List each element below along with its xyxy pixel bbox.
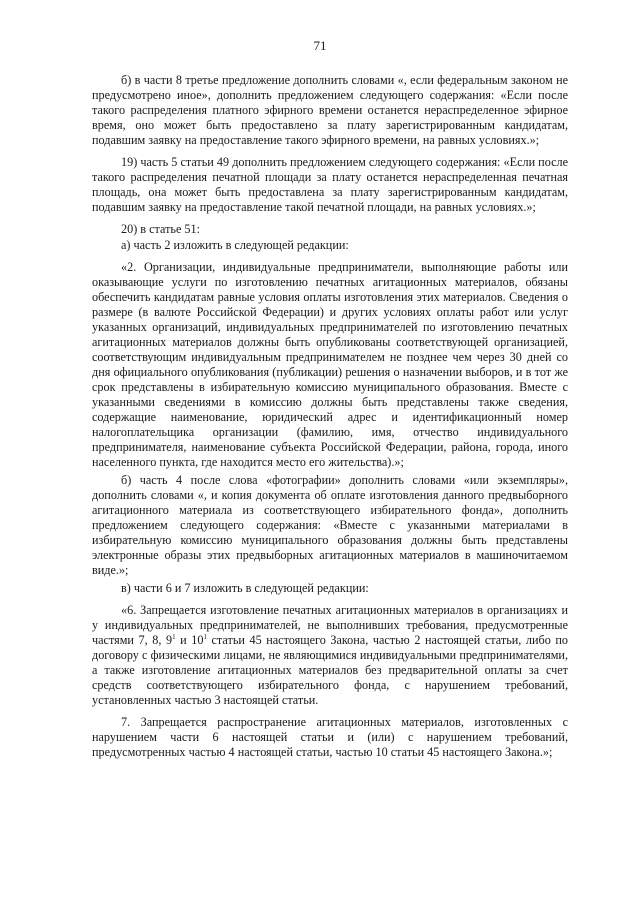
paragraph-part-7-text: 7. Запрещается распространение агитационных материалов, изготовленных с нарушением части 6 настоящей статьи и (или) с нарушением требований, предусмотренных частью 4 настоящей статьи, частью 10 статьи 45 настоящего Закона.»; (92, 715, 568, 759)
paragraph-b-part-8: б) в части 8 третье предложение дополнить словами «, если федеральным законом не предусмотрено иное», дополнить предложением следующего содержания: «Если после такого распределения платного эфирного времени останется нераспределенное эфирное время, оно может быть предоставлено за плату зарегистрированным кандидатам, подавшим заявку на предоставление такого эфирного времени, на равных условиях.»; (92, 73, 568, 147)
paragraph-20-article-51: 20) в статье 51: (121, 222, 200, 236)
document-body (92, 73, 568, 763)
part-6-text-end: статьи 45 настоящего Закона, частью 2 настоящей статьи, либо по договору с физическими лицами, не являющимися индивидуальными предпринимателями, а также изготовление агитационных материалов без предварительной оплаты за счет средств соответствующего избирательного фонда, с нарушением требований, установленных частью 3 настоящей статьи. (92, 633, 568, 707)
paragraph-a-part-2-heading: а) часть 2 изложить в следующей редакции: (121, 238, 349, 252)
paragraph-b-part-4: б) часть 4 после слова «фотографии» дополнить словами «или экземпляры», дополнить словами «, и копия документа об оплате изготовления данного предвыборного агитационного материала из соответствующего избирательного фонда», дополнить предложением следующего содержания: «Вместе с указанными материалами в избирательную комиссию муниципального образования должны быть представлены электронные образы этих предвыборных агитационных материалов в машиночитаемом виде.»; (92, 473, 568, 577)
part-6-text-start: «6. Запрещается изготовление печатных агитационных материалов в организациях и у индивидуальных предпринимателей, не выполнивших требования, предусмотренные частями 7, 8, 9 (92, 603, 568, 647)
page-number: 71 (313, 38, 327, 53)
part-6-text-between: и 10 (175, 633, 204, 647)
paragraph-19-article-49: 19) часть 5 статьи 49 дополнить предложением следующего содержания: «Если после такого распределения печатной площади за плату останется нераспределенная печатная площадь, она может быть предоставлена за плату зарегистрированным кандидатам, подавшим заявку на предоставление такой печатной площади, на равных условиях.»; (92, 155, 568, 214)
superscript-9-1: 1 (172, 633, 176, 641)
paragraph-v-parts-6-7-heading: в) части 6 и 7 изложить в следующей редакции: (121, 581, 369, 595)
paragraph-part-2-text: «2. Организации, индивидуальные предприниматели, выполняющие работы или оказывающие услуги по изготовлению печатных агитационных материалов, обязаны обеспечить кандидатам равные условия оплаты изготовления этих материалов. Сведения о размере (в валюте Российской Федерации) и других условиях оплаты работ или услуг указанных организаций, индивидуальных предпринимателей по изготовлению печатных агитационных материалов должны быть опубликованы соответствующей организацией, соответствующим индивидуальным предпринимателем не позднее чем через 30 дней со дня официального опубликования (публикации) решения о назначении выборов, и в тот же срок представлены в избирательную комиссию муниципального образования. Вместе с указанными сведениями в комиссию должны быть представлены также сведения, содержащие наименование, юридический адрес и идентификационный номер налогоплательщика организации (фамилию, имя, отчество индивидуального предпринимателя, наименование субъекта Российской Федерации, района, города, иного населенного пункта, где находится место его жительства).»; (92, 260, 568, 469)
superscript-10-1: 1 (203, 633, 207, 641)
paragraph-part-6-text (92, 603, 568, 708)
